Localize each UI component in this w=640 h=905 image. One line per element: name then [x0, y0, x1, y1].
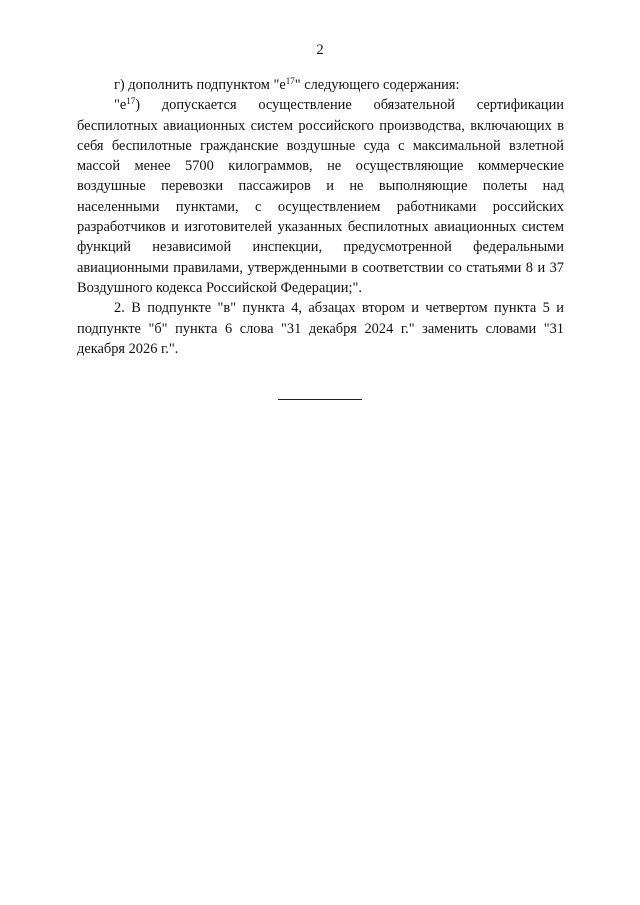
item-e17-text-after: ) допускается осуществление обязательной сертификации беспилотных авиационных систем российского производства, включающих в себя беспилотные гражданские воздушные суда с максимальной взлетной массой менее 5700 килограммов, не осуществляющие коммерческие воздушные перевозки пассажиров и не выполняющие полеты над населенными пунктами, с осуществлением работниками российских разработчиков и изготовителей указанных беспилотных авиационных систем функций независимой инспекции, предусмотренной федеральными авиационными правилами, утвержденными в соответствии со статьями 8 и 37 Воздушного кодекса Российской Федерации;". — [77, 97, 564, 296]
paragraph-item-2: 2. В подпункте "в" пункта 4, абзацах втором и четвертом пункта 5 и подпункте "б" пункта 6 слова "31 декабря 2024 г." заменить словами "31 декабря 2026 г.". — [77, 300, 564, 357]
item-e17-superscript: 17 — [126, 96, 136, 107]
paragraph-item-g — [77, 75, 564, 95]
page-number: 2 — [316, 42, 324, 58]
item-g-text-before: г) дополнить подпунктом "е — [114, 77, 286, 93]
document-body — [77, 75, 564, 359]
end-separator-line — [278, 399, 362, 400]
item-e17-text-before: "е — [114, 97, 127, 114]
item-g-text-after: " следующего содержания: — [294, 77, 460, 93]
paragraph-item-e17 — [77, 95, 564, 298]
item-g-superscript: 17 — [285, 76, 295, 86]
